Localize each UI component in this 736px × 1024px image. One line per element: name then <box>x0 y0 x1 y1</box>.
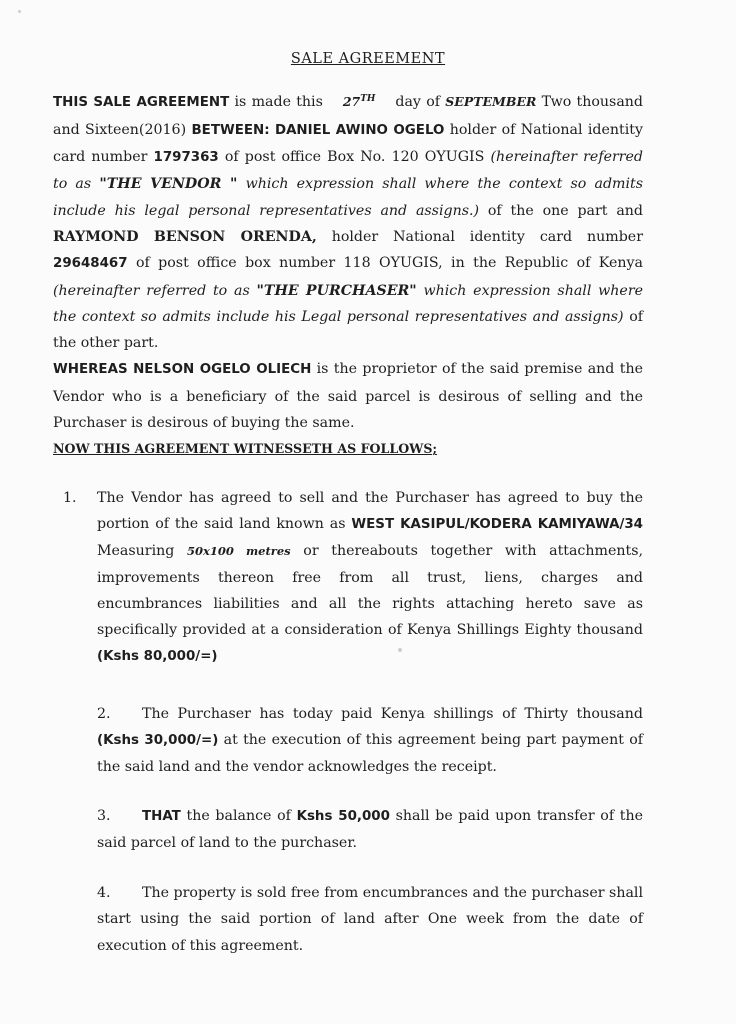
clause-number: 1. <box>63 489 77 506</box>
intro-paragraph: THIS SALE AGREEMENT is made this 27TH day of SEPTEMBER Two thousand and Sixteen(2016) BETWEEN: DANIEL AWINO OGELO holder of National identity card number 1797363 of post office Box No. 120 OYUGIS (hereinafter referred to as "THE VENDOR " which expression shall where the context so admits include his legal personal representatives and assigns.) of the one part and RAYMOND BENSON ORENDA, holder National identity card number 29648467 of post office box number 118 OYUGIS, in the Republic of Kenya (hereinafter referred to as "THE PURCHASER" which expression shall where the context so admits include his Legal personal representatives and assigns) of the other part. <box>53 86 643 356</box>
vendor-name: DANIEL AWINO OGELO <box>274 122 445 138</box>
paper-speck <box>18 10 21 13</box>
purchaser-label: "THE PURCHASER" <box>256 282 417 299</box>
parcel-number: WEST KASIPUL/KODERA KAMIYAWA/34 <box>351 516 644 532</box>
purchaser-id-number: 29648467 <box>53 256 128 272</box>
paper-speck <box>398 648 402 652</box>
paid-amount: (Kshs 30,000/=) <box>97 732 219 748</box>
vendor-label: "THE VENDOR " <box>99 176 238 193</box>
clause-3: 3. THAT the balance of Kshs 50,000 shall be paid upon transfer of the said parcel of land to the purchaser. <box>53 803 643 857</box>
agreement-month: SEPTEMBER <box>445 94 537 110</box>
purchaser-name: RAYMOND BENSON ORENDA, <box>53 228 317 245</box>
whereas-paragraph: WHEREAS NELSON OGELO OLIECH is the proprietor of the said premise and the Vendor who is a beneficiary of the said parcel is desirous of selling and the Purchaser is desirous of buying the same. <box>53 361 643 432</box>
whereas-lead: WHEREAS NELSON OGELO OLIECH <box>53 362 312 378</box>
between-label: BETWEEN: <box>191 122 270 138</box>
agreement-day: 27TH <box>342 94 376 110</box>
land-measurement: 50x100 metres <box>187 544 291 559</box>
clause-1: 1. The Vendor has agreed to sell and the Purchaser has agreed to buy the portion of the said land known as WEST KASIPUL/KODERA KAMIYAWA/34 Measuring 50x100 metres or thereabouts together with attachments, improvements thereon free from all trust, liens, charges and encumbrances liabilities and all the rights attaching hereto save as specifically provided at a consideration of Kenya Shillings Eighty thousand (Kshs 80,000/=) <box>53 485 643 671</box>
document-title: SALE AGREEMENT <box>290 51 446 67</box>
intro-lead: THIS SALE AGREEMENT <box>53 95 230 111</box>
clause-2: 2. The Purchaser has today paid Kenya shillings of Thirty thousand (Kshs 30,000/=) at the execution of this agreement being part payment of the said land and the vendor acknowledges the receipt. <box>53 701 643 781</box>
clause-number: 2. <box>97 705 111 722</box>
vendor-id-number: 1797363 <box>153 150 219 166</box>
balance-amount: Kshs 50,000 <box>296 808 390 824</box>
consideration-amount: (Kshs 80,000/=) <box>97 649 218 665</box>
clause-number: 4. <box>97 885 111 902</box>
clause-4: 4. The property is sold free from encumbrances and the purchaser shall start using the said portion of land after One week from the date of execution of this agreement. <box>53 880 643 959</box>
witness-heading: NOW THIS AGREEMENT WITNESSETH AS FOLLOWS; <box>53 441 438 457</box>
clause-number: 3. <box>97 807 111 824</box>
clause-3-lead: THAT <box>142 808 181 824</box>
